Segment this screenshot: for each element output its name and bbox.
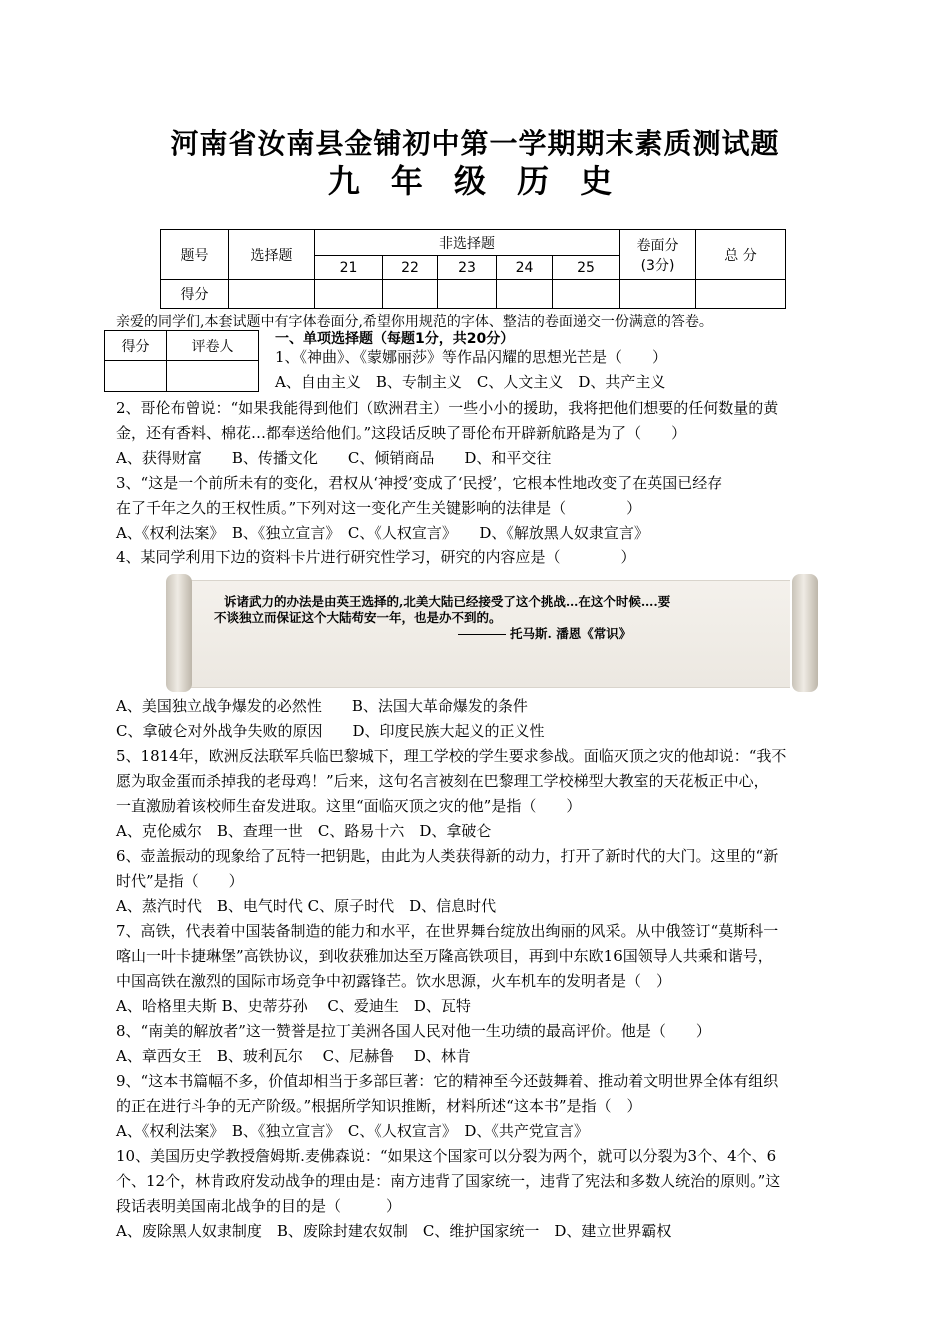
question-10-options: A、废除黑人奴隶制度 B、废除封建农奴制 C、维护国家统一 D、建立世界霸权 <box>116 1222 672 1240</box>
score-cell-q25[interactable] <box>553 280 620 309</box>
question-5-text-line-3: 一直激励着该校师生奋发进取。这里“面临灭顶之灾的他”是指（ ） <box>116 797 582 815</box>
question-2-text-line-1: 2、哥伦布曾说：“如果我能得到他们（欧洲君主）一些小小的援助，我将把他们想要的任何数量的黄 <box>116 399 779 417</box>
score-table-header-nonchoice: 非选择题 <box>315 230 620 256</box>
neatness-label: 卷面分 <box>636 237 679 254</box>
score-table-q22: 22 <box>383 256 438 280</box>
question-7-text-line-1: 7、高铁，代表着中国装备制造的能力和水平，在世界舞台绽放出绚丽的风采。从中俄签订“莫斯科一 <box>116 922 779 940</box>
score-table-row-label: 得分 <box>161 280 229 309</box>
section-heading: 一、单项选择题（每题1分，共20分） <box>275 331 515 347</box>
score-table-q21: 21 <box>315 256 383 280</box>
score-table-q24: 24 <box>497 256 553 280</box>
score-cell-q21[interactable] <box>315 280 383 309</box>
score-cell-neatness[interactable] <box>620 280 696 309</box>
grader-box-grader-label: 评卷人 <box>167 331 259 361</box>
question-1-options: A、自由主义 B、专制主义 C、人文主义 D、共产主义 <box>275 373 666 391</box>
score-cell-q22[interactable] <box>383 280 438 309</box>
question-2-options: A、获得财富 B、传播文化 C、倾销商品 D、和平交往 <box>116 449 552 467</box>
question-4-options-line-1: A、美国独立战争爆发的必然性 B、法国大革命爆发的条件 <box>116 697 528 715</box>
question-1-text: 1、《神曲》、《蒙娜丽莎》等作品闪耀的思想光芒是（ ） <box>275 348 668 366</box>
score-cell-total[interactable] <box>696 280 786 309</box>
source-card-attribution <box>458 624 631 642</box>
exam-title: 河南省汝南县金铺初中第一学期期末素质测试题 <box>170 127 780 160</box>
question-8-options: A、章西女王 B、玻利瓦尔 C、尼赫鲁 D、林肯 <box>116 1047 471 1065</box>
question-5-text-line-2: 愿为取金蛋而杀掉我的老母鸡！”后来，这句名言被刻在巴黎理工学校梯型大教室的天花板正中心， <box>116 772 769 790</box>
question-2-text-line-2: 金，还有香料、棉花…都奉送给他们。”这段话反映了哥伦布开辟新航路是为了（ ） <box>116 424 687 442</box>
question-5-options: A、克伦威尔 B、查理一世 C、路易十六 D、拿破仑 <box>116 822 492 840</box>
source-card-scroll <box>166 574 818 692</box>
score-table-header-total: 总 分 <box>696 230 786 280</box>
question-7-text-line-2: 喀山一叶卡捷琳堡”高铁协议，到收获雅加达至万隆高铁项目，再到中东欧16国领导人共乘和谐号， <box>116 947 773 965</box>
score-table-q23: 23 <box>438 256 497 280</box>
source-card-line-1: 诉诸武力的办法是由英王选择的,北美大陆已经接受了这个挑战…在这个时候….要 <box>224 594 671 609</box>
grader-box-score-cell[interactable] <box>105 361 167 392</box>
question-4-text: 4、某同学利用下边的资料卡片进行研究性学习，研究的内容应是（ ） <box>116 548 636 566</box>
score-table-header-choice: 选择题 <box>229 230 315 280</box>
question-10-text-line-3: 段话表明美国南北战争的目的是（ ） <box>116 1197 402 1215</box>
question-8-text: 8、“南美的解放者”这一赞誉是拉丁美洲各国人民对他一生功绩的最高评价。他是（ ） <box>116 1022 711 1040</box>
score-table-q25: 25 <box>553 256 620 280</box>
neatness-sub: (3分) <box>640 257 675 274</box>
grader-box-score-label: 得分 <box>105 331 167 361</box>
score-table-header-question: 题号 <box>161 230 229 280</box>
question-3-text-line-1: 3、“这是一个前所未有的变化，君权从‘神授’变成了‘民授’，它根本性地改变了在英国已经存 <box>116 474 723 492</box>
question-6-options: A、蒸汽时代 B、电气时代 C、原子时代 D、信息时代 <box>116 897 497 915</box>
scroll-left-roll <box>166 574 192 692</box>
question-5-text-line-1: 5、1814年，欧洲反法联军兵临巴黎城下，理工学校的学生要求参战。面临灭顶之灾的他却说：“我不 <box>116 747 787 765</box>
score-table <box>160 229 786 309</box>
score-table-header-neatness <box>620 230 696 280</box>
question-6-text-line-1: 6、壶盖振动的现象给了瓦特一把钥匙，由此为人类获得新的动力，打开了新时代的大门。这里的“新 <box>116 847 779 865</box>
question-3-options: A、《权利法案》 B、《独立宣言》 C、《人权宣言》 D、《解放黑人奴隶宣言》 <box>116 524 649 542</box>
attribution-dash <box>458 634 506 635</box>
question-4-options-line-2: C、拿破仑对外战争失败的原因 D、印度民族大起义的正义性 <box>116 722 545 740</box>
source-card-line-2: 不谈独立而保证这个大陆苟安一年，也是办不到的。 <box>214 610 502 625</box>
scroll-right-roll <box>792 574 818 692</box>
subject-title: 九 年 级 历 史 <box>327 162 623 200</box>
question-9-text-line-2: 的正在进行斗争的无产阶级。”根据所学知识推断，材料所述“这本书”是指（ ） <box>116 1097 642 1115</box>
question-6-text-line-2: 时代”是指（ ） <box>116 872 244 890</box>
grader-box-grader-cell[interactable] <box>167 361 259 392</box>
question-10-text-line-2: 个、12个，林肯政府发动战争的理由是：南方违背了国家统一，违背了宪法和多数人统治的原则。”这 <box>116 1172 781 1190</box>
question-3-text-line-2: 在了千年之久的王权性质。”下列对这一变化产生关键影响的法律是（ ） <box>116 499 642 517</box>
question-10-text-line-1: 10、美国历史学教授詹姆斯.麦佛森说：“如果这个国家可以分裂为两个，就可以分裂为3个、4个、6 <box>116 1147 777 1165</box>
student-note: 亲爱的同学们,本套试题中有字体卷面分,希望你用规范的字体、整洁的卷面递交一份满意的答卷。 <box>116 314 713 330</box>
score-cell-q24[interactable] <box>497 280 553 309</box>
question-7-text-line-3: 中国高铁在激烈的国际市场竞争中初露锋芒。饮水思源，火车机车的发明者是（ ） <box>116 972 672 990</box>
source-card-source: 托马斯. 潘恩《常识》 <box>510 626 632 641</box>
score-cell-choice[interactable] <box>229 280 315 309</box>
score-cell-q23[interactable] <box>438 280 497 309</box>
question-7-options: A、哈格里夫斯 B、史蒂芬孙 C、爱迪生 D、瓦特 <box>116 997 471 1015</box>
grader-box <box>104 330 259 392</box>
question-9-options: A、《权利法案》 B、《独立宣言》 C、《人权宣言》 D、《共产党宣言》 <box>116 1122 589 1140</box>
question-9-text-line-1: 9、“这本书篇幅不多，价值却相当于多部巨著：它的精神至今还鼓舞着、推动着文明世界全体有组织 <box>116 1072 779 1090</box>
